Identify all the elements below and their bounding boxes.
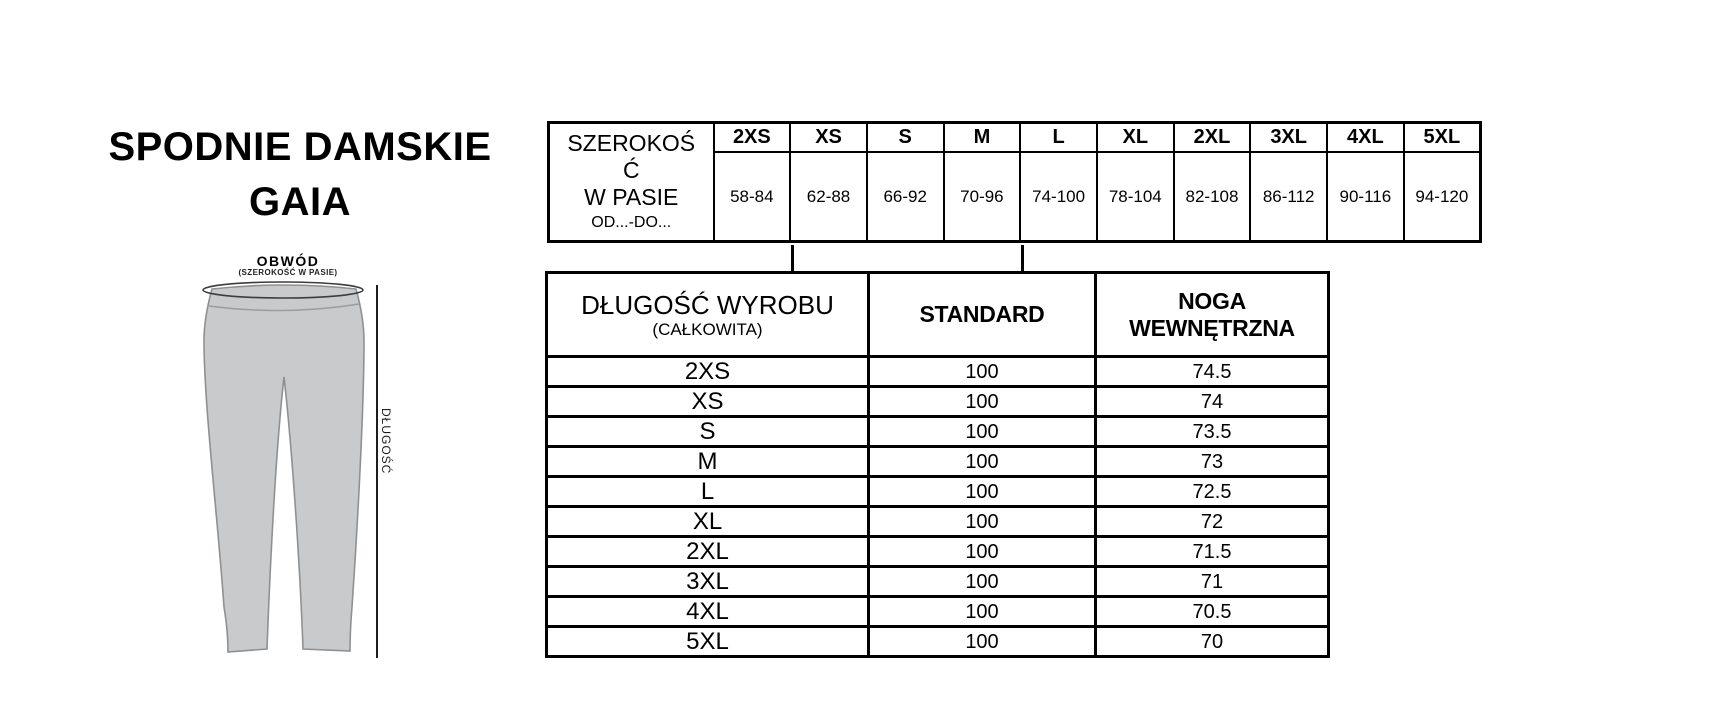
size-column-header: L [1020, 123, 1097, 153]
size-column-header: 4XL [1327, 123, 1404, 153]
product-title-line2: GAIA [249, 180, 351, 224]
table-row [547, 387, 1329, 417]
row-standard-value: 100 [869, 477, 1096, 507]
table-connector-line [791, 245, 794, 273]
waist-range-value: 90-116 [1327, 152, 1404, 242]
row-inner-leg-value: 70 [1096, 627, 1329, 657]
row-size-label: S [547, 417, 869, 447]
row-standard-value: 100 [869, 627, 1096, 657]
waist-header-range-hint: OD...-DO... [591, 213, 672, 231]
waist-range-value: 70-96 [944, 152, 1021, 242]
waist-circumference-sublabel: (SZEROKOŚĆ W PASIE) [238, 268, 338, 277]
row-standard-value: 100 [869, 447, 1096, 477]
waist-range-value: 74-100 [1020, 152, 1097, 242]
waist-range-value: 94-120 [1404, 152, 1481, 242]
table-row [547, 357, 1329, 387]
row-inner-leg-value: 72 [1096, 507, 1329, 537]
table-row [547, 627, 1329, 657]
size-column-header: S [867, 123, 944, 153]
row-size-label: XS [547, 387, 869, 417]
size-column-header: XL [1097, 123, 1174, 153]
row-size-label: 3XL [547, 567, 869, 597]
table-row [547, 597, 1329, 627]
row-inner-leg-value: 74 [1096, 387, 1329, 417]
table-connector-line [1021, 245, 1024, 273]
product-title [86, 120, 514, 230]
row-inner-leg-value: 73 [1096, 447, 1329, 477]
table-row [547, 567, 1329, 597]
pants-illustration [190, 275, 380, 665]
size-column-header: M [944, 123, 1021, 153]
row-standard-value: 100 [869, 507, 1096, 537]
standard-column-header: STANDARD [869, 273, 1096, 357]
waist-range-value: 86-112 [1250, 152, 1327, 242]
size-column-header: 2XL [1174, 123, 1251, 153]
row-size-label: 5XL [547, 627, 869, 657]
row-standard-value: 100 [869, 417, 1096, 447]
row-size-label: XL [547, 507, 869, 537]
size-column-header: XS [790, 123, 867, 153]
waist-size-table [547, 121, 1482, 243]
row-inner-leg-value: 72.5 [1096, 477, 1329, 507]
waist-range-value: 58-84 [714, 152, 791, 242]
row-size-label: 4XL [547, 597, 869, 627]
pants-body [204, 285, 364, 652]
size-column-header: 3XL [1250, 123, 1327, 153]
table-row [547, 447, 1329, 477]
row-inner-leg-value: 71.5 [1096, 537, 1329, 567]
row-standard-value: 100 [869, 567, 1096, 597]
row-standard-value: 100 [869, 597, 1096, 627]
waist-table-header-cell [549, 123, 714, 242]
length-label: DŁUGOŚĆ [379, 408, 393, 475]
table-row [547, 417, 1329, 447]
waist-range-value: 62-88 [790, 152, 867, 242]
inner-leg-column-header: NOGA WEWNĘTRZNA [1096, 273, 1329, 357]
waist-range-value: 82-108 [1174, 152, 1251, 242]
length-measure-line [376, 285, 378, 658]
waist-header-line: SZEROKOŚ [567, 129, 696, 156]
row-inner-leg-value: 74.5 [1096, 357, 1329, 387]
waist-measure-labels [188, 254, 388, 277]
row-inner-leg-value: 73.5 [1096, 417, 1329, 447]
waist-header-line: Ć [622, 156, 640, 183]
row-standard-value: 100 [869, 537, 1096, 567]
table-row [547, 537, 1329, 567]
length-table [545, 271, 1330, 658]
row-size-label: M [547, 447, 869, 477]
waist-range-value: 66-92 [867, 152, 944, 242]
size-column-header: 5XL [1404, 123, 1481, 153]
length-header-subtitle: (CAŁKOWITA) [652, 319, 763, 339]
length-table-header-cell [547, 273, 869, 357]
table-row [547, 477, 1329, 507]
row-inner-leg-value: 70.5 [1096, 597, 1329, 627]
row-size-label: 2XS [547, 357, 869, 387]
waist-header-line: W PASIE [584, 183, 679, 210]
row-inner-leg-value: 71 [1096, 567, 1329, 597]
waist-circumference-label: OBWÓD [256, 253, 320, 269]
length-header-title: DŁUGOŚĆ WYROBU [581, 289, 834, 320]
row-standard-value: 100 [869, 387, 1096, 417]
waist-range-value: 78-104 [1097, 152, 1174, 242]
size-column-header: 2XS [714, 123, 791, 153]
table-row [547, 507, 1329, 537]
row-size-label: 2XL [547, 537, 869, 567]
product-title-line1: SPODNIE DAMSKIE [108, 125, 492, 169]
row-standard-value: 100 [869, 357, 1096, 387]
row-size-label: L [547, 477, 869, 507]
